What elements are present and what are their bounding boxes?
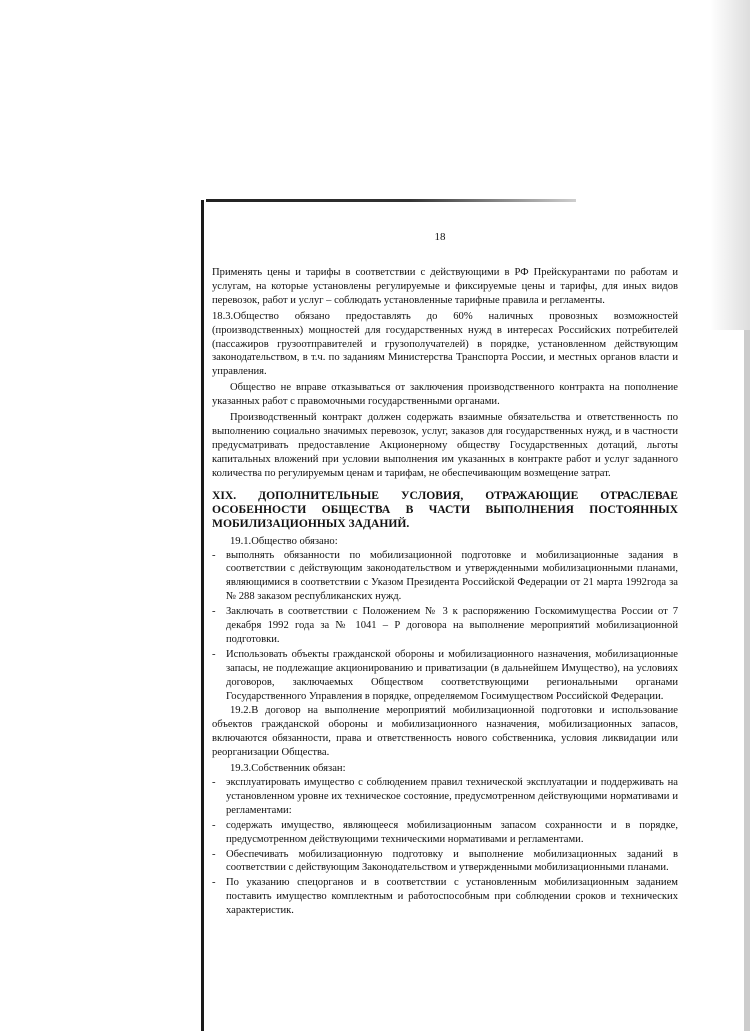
clause-19-1: 19.1.Общество обязано:	[230, 535, 338, 547]
list-item: - эксплуатировать имущество с соблюдением правил технической эксплуатации и поддерживать на установленном уровне их техническое состояние, предусмотренном действующими нормативами и регламентами:	[212, 777, 678, 816]
bullet-dash: -	[212, 819, 216, 831]
bullet-dash: -	[212, 877, 216, 889]
list-item: - содержать имущество, являющееся мобилизационным запасом сохранности и в порядке, предусмотренном действующими техническими нормативами и регламентами.	[212, 819, 678, 845]
scan-edge-right	[744, 330, 750, 1031]
list-item: - Заключать в соответствии с Положением № 3 к распоряжению Госкомимущества России от 7 декабря 1992 года за № 1041 – Р договора на выполнение мероприятий мобилизационной подготовки.	[212, 606, 678, 645]
clause-19-3: 19.3.Собственник обязан:	[230, 763, 346, 775]
paragraph-production-contract: Производственный контракт должен содержать взаимные обязательства и ответственность по выполнению социально значимых перевозок, услуг, заказов для государственных нужд, и в частности предусматривать предоставление Акционерному обществу Государственных дотаций, льготы капитальных вложений при условии выполнения им указанных в контракте работ и услуг заданного количества по регулируемым ценам и тарифам, не обеспечивающим возмещение затрат.	[212, 412, 678, 479]
list-item: - Использовать объекты гражданской обороны и мобилизационного назначения, мобилизационные запасы, не подлежащие акционированию и приватизации (в дальнейшем Имущество), на условиях договоров, заключаемых Обществом соответствующими региональными органами Государственного Управления в порядке, определяемом Госимуществом Российской Федерации.	[212, 648, 678, 702]
bullet-dash: -	[212, 848, 216, 860]
list-item: - Обеспечивать мобилизационную подготовку и выполнение мобилизационных заданий в соответствии с действующим Законодательством и утвержденными мобилизационными планами.	[212, 848, 678, 874]
paragraph-18-3: 18.3.Общество обязано предоставлять до 60% наличных провозных возможностей (производственных) мощностей для государственных нужд в интересах Российских потребителей (пассажиров грузоотправителей и грузополучателей) в порядке, установленном действующим законодательством, в т.ч. по заданиям Министерства Транспорта России, и местных органов власти и управления.	[212, 310, 678, 378]
clause-19-2: 19.2.В договор на выполнение мероприятий мобилизационной подготовки и использование объектов гражданской обороны и мобилизационного назначения, мобилизационных запасов, включаются обязанности, права и ответственность нового собственника, условия ликвидации или реорганизации Общества.	[212, 705, 678, 759]
paragraph-tariffs: Применять цены и тарифы в соответствии с действующими в РФ Прейскурантами по работам и услугам, на которые установлены регулируемые и фиксируемые цены и тарифы, для иных видов перевозок, работ и услуг – соблюдать установленные тарифные правила и регламенты.	[212, 267, 678, 306]
section-heading-xix: XIX. ДОПОЛНИТЕЛЬНЫЕ УСЛОВИЯ, ОТРАЖАЮЩИЕ ОТРАСЛЕВАЕ ОСОБЕННОСТИ ОБЩЕСТВА В ЧАСТИ ВЫПОЛНЕНИЯ ПОСТОЯННЫХ МОБИЛИЗАЦИОННЫХ ЗАДАНИЙ.	[212, 488, 678, 530]
list-19-1	[212, 549, 678, 704]
scan-shadow-top-right	[710, 0, 750, 330]
bullet-dash: -	[212, 648, 216, 660]
paragraph-contract-refusal: Общество не вправе отказываться от заключения производственного контракта на пополнение указанных работ с правомочными государственными органами.	[212, 382, 678, 408]
list-item: - По указанию спецорганов и в соответствии с установленным мобилизационным заданием поставить имущество комплектным и работоспособным при соблюдении сроков и технических характеристик.	[212, 877, 678, 917]
bullet-dash: -	[212, 606, 216, 618]
bullet-dash: -	[212, 777, 216, 788]
list-item: - выполнять обязанности по мобилизационной подготовке и мобилизационные задания в соответствии с действующим законодательством и утвержденными мобилизационными планами, являющимися в соответствии с Указом Президента Российской Федерации от 21 марта 1992года за № 288 заказом республиканских нужд.	[212, 549, 678, 603]
page-top-border	[206, 199, 576, 202]
bullet-dash: -	[212, 549, 216, 561]
list-19-3	[212, 776, 678, 918]
page-left-border	[201, 200, 204, 1031]
document-body	[212, 266, 678, 919]
page-number: 18	[434, 231, 446, 243]
